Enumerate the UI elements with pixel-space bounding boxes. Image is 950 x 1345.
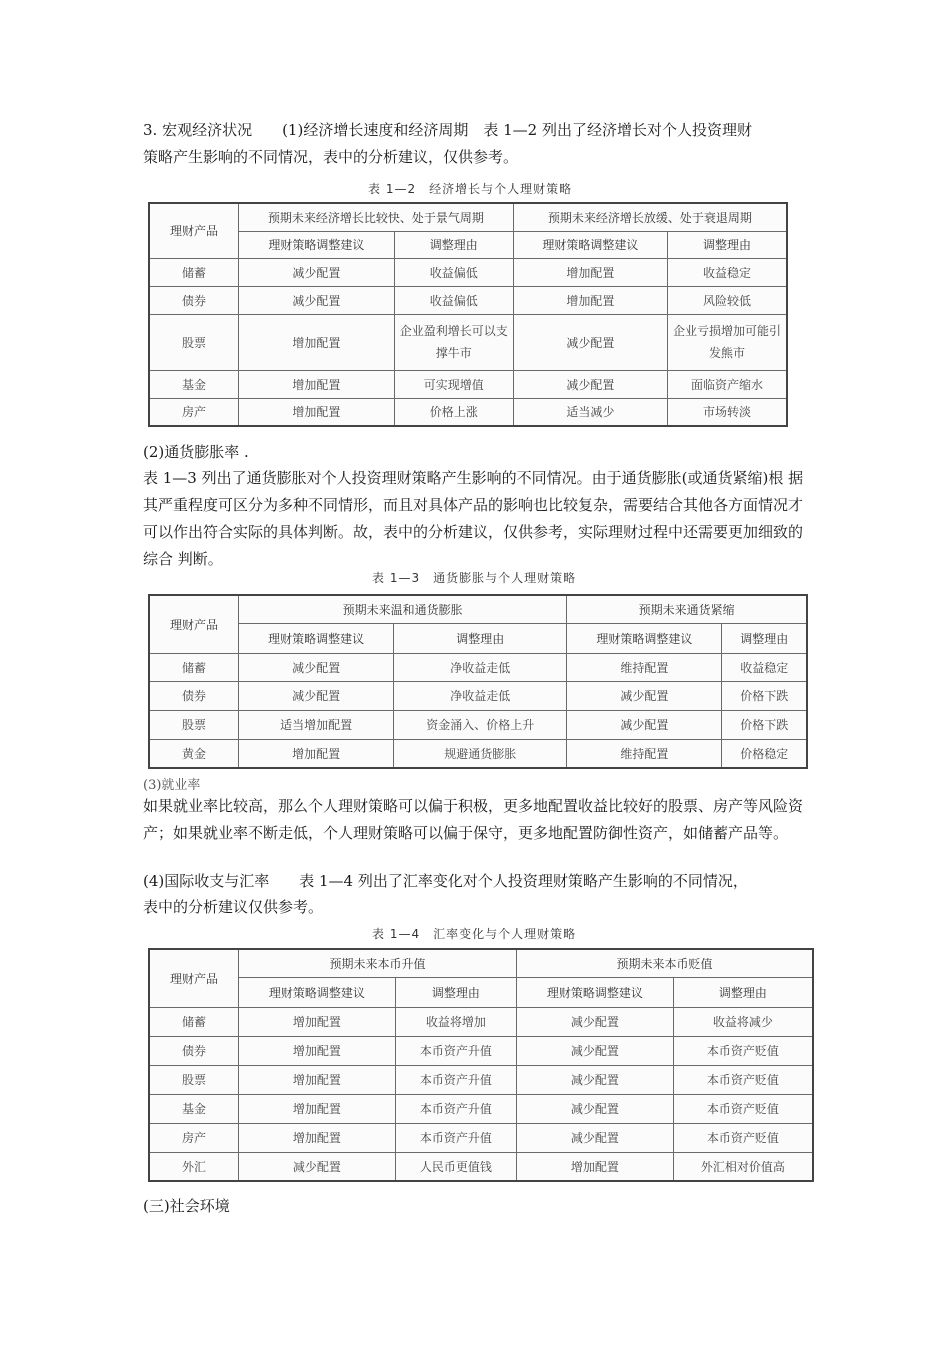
- table-cell: 储蓄: [149, 653, 239, 681]
- table-cell: 股票: [149, 1065, 239, 1094]
- table3-sub: 理财策略调整建议: [567, 623, 722, 653]
- section3-line2: 策略产生影响的不同情况，表中的分析建议，仅供参考。: [143, 148, 519, 166]
- table3-corner: 理财产品: [149, 595, 239, 653]
- table-cell: 收益偏低: [394, 258, 513, 286]
- table-cell: 基金: [149, 370, 239, 398]
- table-cell: 价格稳定: [722, 739, 807, 768]
- employment-heading: (3)就业率: [143, 778, 201, 793]
- table-row: [149, 1152, 813, 1181]
- table-cell: 维持配置: [567, 739, 722, 768]
- table-cell: 价格上涨: [394, 398, 513, 426]
- fx-line1: (4)国际收支与汇率 表 1—4 列出了汇率变化对个人投资理财策略产生影响的不同情况，: [143, 872, 748, 890]
- table-cell: 适当减少: [513, 398, 667, 426]
- table-cell: 本币资产贬值: [673, 1123, 813, 1152]
- table2-sub: 调整理由: [668, 231, 788, 258]
- table-row: [149, 370, 787, 398]
- table-cell: 债券: [149, 1036, 239, 1065]
- table-cell: 风险较低: [668, 286, 788, 314]
- table3-sub: 调整理由: [722, 623, 807, 653]
- table3-sub: 调整理由: [394, 623, 567, 653]
- table-cell: 减少配置: [239, 653, 394, 681]
- table-cell: 本币资产升值: [395, 1094, 516, 1123]
- table-cell: 可实现增值: [394, 370, 513, 398]
- table-cell: 增加配置: [516, 1152, 673, 1181]
- table-cell: 减少配置: [516, 1065, 673, 1094]
- table2-corner: 理财产品: [149, 203, 239, 258]
- table-cell: 储蓄: [149, 1007, 239, 1036]
- table-cell: 减少配置: [516, 1123, 673, 1152]
- inflation-heading: (2)通货膨胀率 .: [143, 443, 249, 461]
- table-row: [149, 710, 807, 739]
- table-cell: 本币资产贬值: [673, 1036, 813, 1065]
- table-cell: 增加配置: [513, 286, 667, 314]
- table-cell: 维持配置: [567, 653, 722, 681]
- table-cell: 储蓄: [149, 258, 239, 286]
- table4-sub: 调整理由: [395, 977, 516, 1007]
- table-cell: 房产: [149, 398, 239, 426]
- table-cell: 减少配置: [239, 681, 394, 710]
- table-cell: 增加配置: [239, 1007, 396, 1036]
- table-cell: 收益偏低: [394, 286, 513, 314]
- social-heading: (三)社会环境: [143, 1197, 230, 1215]
- table-cell: 本币资产贬值: [673, 1094, 813, 1123]
- table-row: [149, 1007, 813, 1036]
- table-row: [149, 398, 787, 426]
- table-cell: 减少配置: [567, 710, 722, 739]
- table-cell: 本币资产升值: [395, 1036, 516, 1065]
- table-row: [149, 258, 787, 286]
- table-cell: 减少配置: [239, 258, 395, 286]
- table-cell: 增加配置: [239, 398, 395, 426]
- table-cell: 本币资产贬值: [673, 1065, 813, 1094]
- table4-sub: 理财策略调整建议: [516, 977, 673, 1007]
- table-cell: 增加配置: [239, 739, 394, 768]
- table-cell: 房产: [149, 1123, 239, 1152]
- table-economic-growth: [148, 202, 788, 427]
- table-cell: 收益稳定: [668, 258, 788, 286]
- table-row: [149, 653, 807, 681]
- table-cell: 本币资产升值: [395, 1123, 516, 1152]
- table-cell: 增加配置: [239, 1036, 396, 1065]
- table2-sub: 理财策略调整建议: [239, 231, 395, 258]
- table-cell: 外汇: [149, 1152, 239, 1181]
- table-cell: 债券: [149, 286, 239, 314]
- table-cell: 外汇相对价值高: [673, 1152, 813, 1181]
- table-cell: 收益稳定: [722, 653, 807, 681]
- table-row: [149, 1123, 813, 1152]
- table4-caption: 表 1—4 汇率变化与个人理财策略: [372, 927, 577, 941]
- table4-corner: 理财产品: [149, 949, 239, 1007]
- fx-line2: 表中的分析建议仅供参考。: [143, 898, 324, 916]
- table-cell: 股票: [149, 710, 239, 739]
- table-row: [149, 1065, 813, 1094]
- table-cell: 减少配置: [516, 1007, 673, 1036]
- table-cell: 市场转淡: [668, 398, 788, 426]
- table-cell: 企业盈利增长可以支撑牛市: [394, 314, 513, 370]
- table-cell: 减少配置: [567, 681, 722, 710]
- table-cell: 本币资产升值: [395, 1065, 516, 1094]
- table3-group1: 预期未来温和通货膨胀: [239, 595, 567, 623]
- table-cell: 增加配置: [513, 258, 667, 286]
- table-cell: 价格下跌: [722, 681, 807, 710]
- table4-sub: 理财策略调整建议: [239, 977, 396, 1007]
- table4-sub: 调整理由: [673, 977, 813, 1007]
- table-row: [149, 314, 787, 370]
- table3-sub: 理财策略调整建议: [239, 623, 394, 653]
- table-cell: 基金: [149, 1094, 239, 1123]
- table-row: [149, 1036, 813, 1065]
- table-cell: 价格下跌: [722, 710, 807, 739]
- table3-caption: 表 1—3 通货膨胀与个人理财策略: [372, 571, 577, 585]
- table2-group1: 预期未来经济增长比较快、处于景气周期: [239, 203, 514, 231]
- table-cell: 增加配置: [239, 1065, 396, 1094]
- table2-sub: 理财策略调整建议: [513, 231, 667, 258]
- table3-group2: 预期未来通货紧缩: [567, 595, 807, 623]
- table-cell: 减少配置: [513, 370, 667, 398]
- table-cell: 债券: [149, 681, 239, 710]
- table-cell: 收益将增加: [395, 1007, 516, 1036]
- table-cell: 净收益走低: [394, 653, 567, 681]
- table-cell: 规避通货膨胀: [394, 739, 567, 768]
- table2-sub: 调整理由: [394, 231, 513, 258]
- table-cell: 减少配置: [239, 286, 395, 314]
- table-cell: 股票: [149, 314, 239, 370]
- inflation-body: 表 1—3 列出了通货膨胀对个人投资理财策略产生影响的不同情况。由于通货膨胀(或通货紧缩)根 据其严重程度可区分为多种不同情形，而且对具体产品的影响也比较复杂，需要结合其他各方面情况才 可以作出符合实际的具体判断。故，表中的分析建议，仅供参考，实际理财过程中还需要更加细致的综合 判断。: [143, 469, 804, 568]
- table-cell: 增加配置: [239, 1094, 396, 1123]
- table-cell: 减少配置: [516, 1094, 673, 1123]
- table-cell: 减少配置: [513, 314, 667, 370]
- table-cell: 净收益走低: [394, 681, 567, 710]
- table2-group2: 预期未来经济增长放缓、处于衰退周期: [513, 203, 787, 231]
- table-cell: 黄金: [149, 739, 239, 768]
- table2-caption: 表 1—2 经济增长与个人理财策略: [368, 182, 573, 196]
- table-cell: 增加配置: [239, 1123, 396, 1152]
- table-cell: 减少配置: [516, 1036, 673, 1065]
- employment-body: 如果就业率比较高，那么个人理财策略可以偏于积极，更多地配置收益比较好的股票、房产等风险资产；如果就业率不断走低，个人理财策略可以偏于保守，更多地配置防御性资产，如储蓄产品等。: [143, 797, 804, 842]
- table-cell: 收益将减少: [673, 1007, 813, 1036]
- table-cell: 适当增加配置: [239, 710, 394, 739]
- section3-line1: 3. 宏观经济状况 (1)经济增长速度和经济周期 表 1—2 列出了经济增长对个人投资理财: [143, 121, 752, 139]
- table-row: [149, 739, 807, 768]
- table-cell: 增加配置: [239, 370, 395, 398]
- table-cell: 人民币更值钱: [395, 1152, 516, 1181]
- table-cell: 面临资产缩水: [668, 370, 788, 398]
- table-row: [149, 681, 807, 710]
- table-cell: 企业亏损增加可能引发熊市: [668, 314, 788, 370]
- table-cell: 增加配置: [239, 314, 395, 370]
- table4-group2: 预期未来本币贬值: [516, 949, 813, 977]
- table-inflation: [148, 594, 808, 769]
- table-cell: 减少配置: [239, 1152, 396, 1181]
- table-exchange-rate: [148, 948, 814, 1182]
- table-cell: 资金涌入、价格上升: [394, 710, 567, 739]
- table-row: [149, 1094, 813, 1123]
- table-row: [149, 286, 787, 314]
- table4-group1: 预期未来本币升值: [239, 949, 517, 977]
